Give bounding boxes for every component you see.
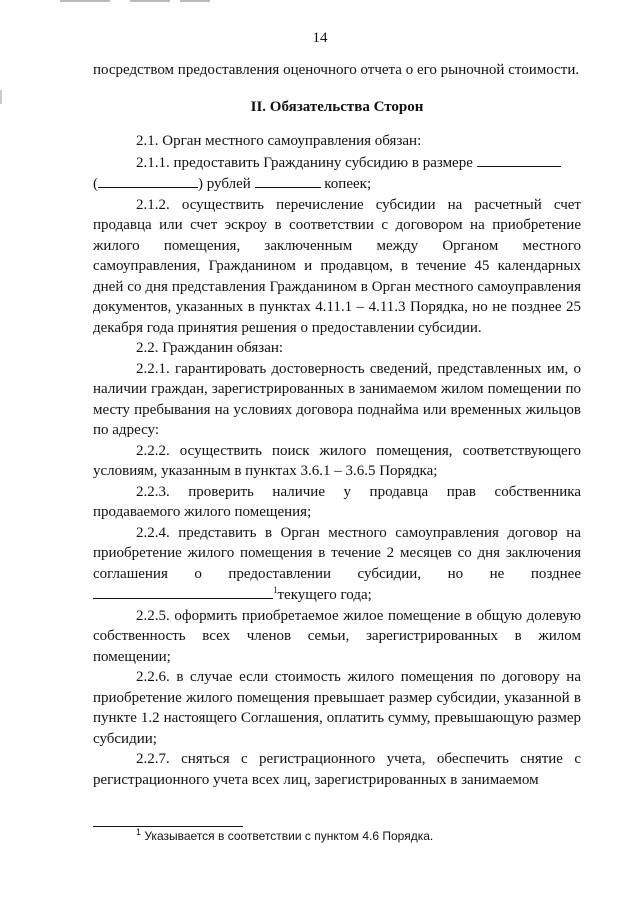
clause-2-2-5: 2.2.5. оформить приобретаемое жилое помещение в общую долевую собственность всех членов семьи, зарегистрированных в жилом помещении; <box>93 607 581 665</box>
intro-paragraph: посредством предоставления оценочного отчета о его рыночной стоимости. <box>93 62 580 78</box>
clause-2-1-1-amount: ( ) рублей копеек; <box>93 173 581 195</box>
clause-2-1: 2.1. Орган местного самоуправления обязан: <box>136 133 422 149</box>
clause-2-2-2: 2.2.2. осуществить поиск жилого помещения, соответствующего условиям, указанным в пунктах 3.6.1 – 3.6.5 Порядка; <box>93 442 581 479</box>
footnote-ref: 1 <box>273 585 278 595</box>
scan-top-marks <box>0 0 640 6</box>
clause-2-2-7: 2.2.7. сняться с регистрационного учета, обеспечить снятие с регистрационного учета всех лиц, зарегистрированных в занимаемом <box>93 751 581 788</box>
clause-2-2-4: 2.2.4. представить в Орган местного самоуправления договор на приобретение жилого помещения в течение 2 месяцев со дня заключения соглашения о предоставлении субсидии, но не позднее $^1$текущего года; <box>93 524 581 603</box>
clause-2-2-6: 2.2.6. в случае если стоимость жилого помещения по договору на приобретение жилого помещения превышает размер субсидии, указанной в пункте 1.2 настоящего Соглашения, оплатить сумму, превышающую размер субсидии; <box>93 669 581 747</box>
page-number: 14 <box>312 30 328 46</box>
amount-words-blank <box>98 173 198 188</box>
section-heading: II. Обязательства Сторон <box>250 98 424 115</box>
clause-2-1-1: 2.1.1. предоставить Гражданину субсидию в размере <box>93 152 581 174</box>
clause-2-2-3: 2.2.3. проверить наличие у продавца прав собственника продаваемого жилого помещения; <box>93 483 581 520</box>
scan-left-mark <box>0 90 2 104</box>
footnote: $^1$ Указывается в соответствии с пунктом 4.6 Порядка. <box>136 827 434 843</box>
clause-2-2: 2.2. Гражданин обязан: <box>136 340 284 356</box>
clause-2-1-2: 2.1.2. осуществить перечисление субсидии на расчетный счет продавца или счет эскроу в соответствии с договором на приобретение жилого помещения, заключенным между Органом местного самоуправления, Гражданином и продавцом, в течение 45 календарных дней со дня представления Гражданином в Орган местного самоуправления документов, указанных в пунктах 4.11.1 – 4.11.3 Порядка, но не позднее 25 декабря года принятия решения о предоставлении субсидии. <box>93 196 581 336</box>
clause-2-2-1: 2.2.1. гарантировать достоверность сведений, представленных им, о наличии граждан, зарегистрированных в занимаемом жилом помещении по месту пребывания на условиях договора поднайма или временных жильцов по адресу: <box>93 360 581 438</box>
footnote-divider <box>93 826 243 827</box>
amount-blank <box>477 152 561 167</box>
deadline-blank <box>93 584 273 599</box>
kopeks-blank <box>255 173 321 188</box>
document-body <box>93 60 581 790</box>
